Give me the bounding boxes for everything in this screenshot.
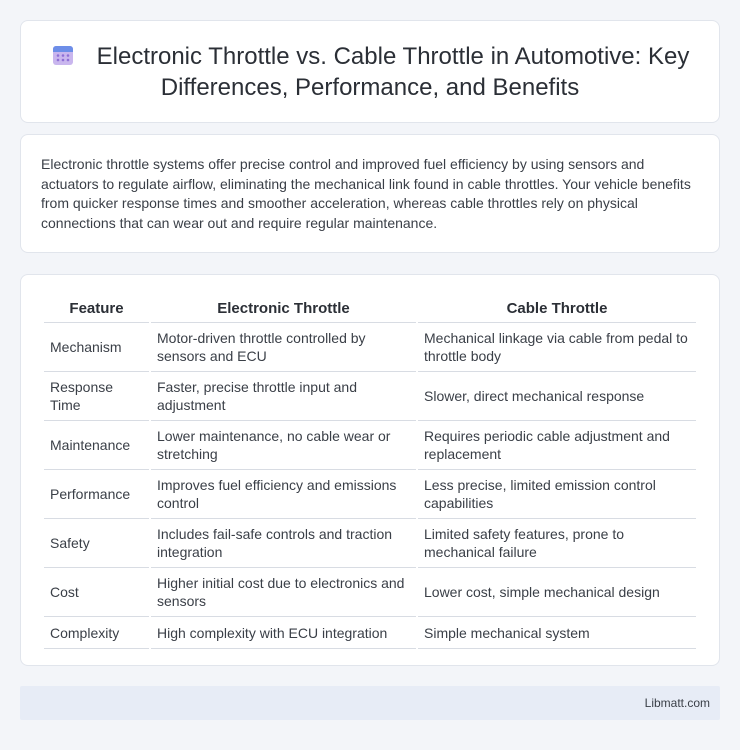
feature-cell: Maintenance bbox=[44, 421, 149, 470]
cable-cell: Limited safety features, prone to mechanical failure bbox=[418, 519, 696, 568]
electronic-cell: Includes fail-safe controls and traction integration bbox=[151, 519, 416, 568]
header-electronic-throttle: Electronic Throttle bbox=[151, 295, 416, 323]
feature-cell: Cost bbox=[44, 568, 149, 617]
calendar-icon bbox=[51, 43, 75, 67]
cable-cell: Simple mechanical system bbox=[418, 617, 696, 649]
feature-cell: Performance bbox=[44, 470, 149, 519]
table-row bbox=[44, 568, 696, 617]
header-cable-throttle: Cable Throttle bbox=[418, 295, 696, 323]
title-card bbox=[20, 20, 720, 123]
table-row bbox=[44, 519, 696, 568]
table-row bbox=[44, 323, 696, 372]
electronic-cell: Improves fuel efficiency and emissions control bbox=[151, 470, 416, 519]
feature-cell: Complexity bbox=[44, 617, 149, 649]
intro-card bbox=[20, 134, 720, 253]
page-title-wrap bbox=[41, 41, 699, 103]
feature-cell: Response Time bbox=[44, 372, 149, 421]
header-feature: Feature bbox=[44, 295, 149, 323]
electronic-cell: High complexity with ECU integration bbox=[151, 617, 416, 649]
comparison-table-card bbox=[20, 274, 720, 666]
page-title: Electronic Throttle vs. Cable Throttle in Automotive: Key Differences, Performance, and Benefits bbox=[96, 42, 690, 101]
electronic-cell: Higher initial cost due to electronics and sensors bbox=[151, 568, 416, 617]
electronic-cell: Motor-driven throttle controlled by sensors and ECU bbox=[151, 323, 416, 372]
footer bbox=[20, 686, 720, 720]
electronic-cell: Lower maintenance, no cable wear or stretching bbox=[151, 421, 416, 470]
cable-cell: Slower, direct mechanical response bbox=[418, 372, 696, 421]
table-row bbox=[44, 470, 696, 519]
cable-cell: Less precise, limited emission control capabilities bbox=[418, 470, 696, 519]
cable-cell: Mechanical linkage via cable from pedal to throttle body bbox=[418, 323, 696, 372]
table-header-row bbox=[44, 295, 696, 323]
table-row bbox=[44, 372, 696, 421]
footer-brand-link[interactable]: Libmatt.com bbox=[644, 696, 710, 710]
electronic-cell: Faster, precise throttle input and adjustment bbox=[151, 372, 416, 421]
feature-cell: Safety bbox=[44, 519, 149, 568]
table-row bbox=[44, 617, 696, 649]
cable-cell: Requires periodic cable adjustment and replacement bbox=[418, 421, 696, 470]
feature-cell: Mechanism bbox=[44, 323, 149, 372]
table-row bbox=[44, 421, 696, 470]
cable-cell: Lower cost, simple mechanical design bbox=[418, 568, 696, 617]
intro-text: Electronic throttle systems offer precise control and improved fuel efficiency by using sensors and actuators to regulate airflow, eliminating the mechanical link found in cable throttles. Your vehicle benefits from quicker response times and smoother acceleration, whereas cable throttles rely on physical connections that can wear out and require regular maintenance. bbox=[41, 156, 691, 231]
comparison-table bbox=[42, 295, 698, 649]
